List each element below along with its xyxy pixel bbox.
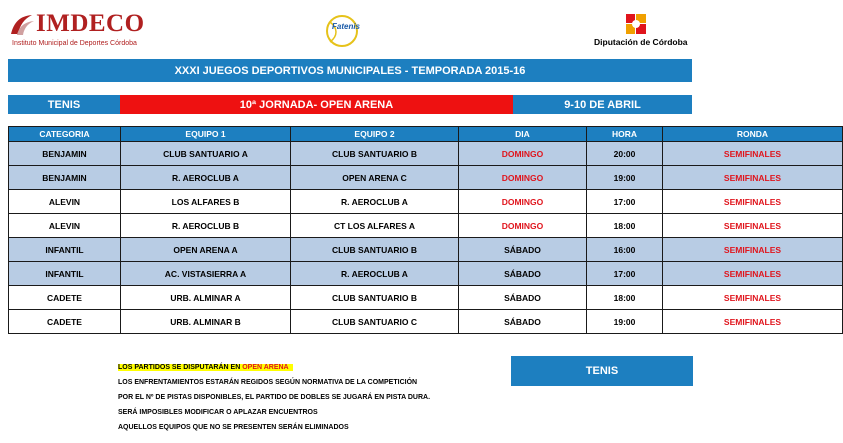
cell-equipo-1: LOS ALFARES B <box>121 190 291 214</box>
cell-categoria: BENJAMIN <box>9 166 121 190</box>
diputacion-mark-icon <box>624 12 648 36</box>
header-dia: DIA <box>459 127 587 142</box>
table-row <box>9 286 843 310</box>
table-row <box>9 190 843 214</box>
fatenis-text: Fatenis <box>332 22 361 31</box>
cell-equipo-2: R. AEROCLUB A <box>291 190 459 214</box>
fatenis-ball-icon <box>320 12 374 50</box>
cell-dia: SÁBADO <box>459 286 587 310</box>
cell-dia: DOMINGO <box>459 214 587 238</box>
note-venue-name: OPEN ARENA <box>242 364 289 371</box>
cell-categoria: CADETE <box>9 310 121 334</box>
note-venue-prefix: LOS PARTIDOS SE DISPUTARÁN EN <box>118 364 243 371</box>
cell-equipo-1: AC. VISTASIERRA A <box>121 262 291 286</box>
cell-hora: 18:00 <box>587 214 663 238</box>
diputacion-logo <box>590 12 690 52</box>
cell-ronda: SEMIFINALES <box>663 262 843 286</box>
cell-ronda: SEMIFINALES <box>663 190 843 214</box>
header-categoria: CATEGORIA <box>9 127 121 142</box>
imdeco-name: IMDECO <box>36 10 145 37</box>
cell-categoria: INFANTIL <box>9 238 121 262</box>
cell-hora: 19:00 <box>587 310 663 334</box>
header-hora: HORA <box>587 127 663 142</box>
header-ronda: RONDA <box>663 127 843 142</box>
cell-dia: DOMINGO <box>459 166 587 190</box>
cell-ronda: SEMIFINALES <box>663 142 843 166</box>
cell-equipo-1: R. AEROCLUB B <box>121 214 291 238</box>
cell-categoria: CADETE <box>9 286 121 310</box>
notes-block <box>118 360 498 435</box>
footer-sport-label: TENIS <box>511 356 693 386</box>
cell-dia: DOMINGO <box>459 190 587 214</box>
cell-equipo-1: OPEN ARENA A <box>121 238 291 262</box>
cell-dia: DOMINGO <box>459 142 587 166</box>
cell-hora: 16:00 <box>587 238 663 262</box>
cell-equipo-1: CLUB SANTUARIO A <box>121 142 291 166</box>
info-row <box>8 95 692 114</box>
jornada-label: 10ª JORNADA- OPEN ARENA <box>120 95 513 114</box>
cell-equipo-1: URB. ALMINAR A <box>121 286 291 310</box>
table-row <box>9 214 843 238</box>
cell-equipo-2: OPEN ARENA C <box>291 166 459 190</box>
note-line-no-changes: SERÁ IMPOSIBLES MODIFICAR O APLAZAR ENCUENTROS <box>118 409 318 416</box>
cell-categoria: ALEVIN <box>9 214 121 238</box>
dates-label: 9-10 DE ABRIL <box>513 95 692 114</box>
fixtures-table <box>8 126 843 334</box>
note-line-elimination: AQUELLOS EQUIPOS QUE NO SE PRESENTEN SERÁN ELIMINADOS <box>118 424 349 431</box>
fatenis-logo <box>320 12 374 50</box>
diputacion-text: Diputación de Córdoba <box>594 37 688 47</box>
cell-hora: 17:00 <box>587 190 663 214</box>
table-row <box>9 310 843 334</box>
note-venue-highlight <box>118 364 293 371</box>
cell-equipo-2: R. AEROCLUB A <box>291 262 459 286</box>
cell-ronda: SEMIFINALES <box>663 166 843 190</box>
table-header-row <box>9 127 843 142</box>
cell-hora: 20:00 <box>587 142 663 166</box>
cell-hora: 17:00 <box>587 262 663 286</box>
cell-dia: SÁBADO <box>459 238 587 262</box>
cell-hora: 18:00 <box>587 286 663 310</box>
cell-equipo-2: CT LOS ALFARES A <box>291 214 459 238</box>
table-row <box>9 238 843 262</box>
table-row <box>9 166 843 190</box>
table-row <box>9 142 843 166</box>
imdeco-logo <box>8 10 168 52</box>
cell-equipo-2: CLUB SANTUARIO B <box>291 142 459 166</box>
cell-equipo-1: R. AEROCLUB A <box>121 166 291 190</box>
cell-equipo-1: URB. ALMINAR B <box>121 310 291 334</box>
cell-dia: SÁBADO <box>459 262 587 286</box>
note-line-venue <box>118 360 498 375</box>
sport-label: TENIS <box>8 95 120 114</box>
cell-equipo-2: CLUB SANTUARIO B <box>291 286 459 310</box>
cell-ronda: SEMIFINALES <box>663 238 843 262</box>
cell-equipo-2: CLUB SANTUARIO B <box>291 238 459 262</box>
header-equipo-2: EQUIPO 2 <box>291 127 459 142</box>
cell-ronda: SEMIFINALES <box>663 310 843 334</box>
imdeco-subtitle: Instituto Municipal de Deportes Córdoba <box>12 40 137 47</box>
note-line-rules: LOS ENFRENTAMIENTOS ESTARÁN REGIDOS SEGÚN NORMATIVA DE LA COMPETICIÓN <box>118 379 418 386</box>
cell-ronda: SEMIFINALES <box>663 286 843 310</box>
cell-dia: SÁBADO <box>459 310 587 334</box>
cell-equipo-2: CLUB SANTUARIO C <box>291 310 459 334</box>
table-row <box>9 262 843 286</box>
season-banner: XXXI JUEGOS DEPORTIVOS MUNICIPALES - TEMPORADA 2015-16 <box>8 59 692 82</box>
note-line-courts: POR EL Nº DE PISTAS DISPONIBLES, EL PARTIDO DE DOBLES SE JUGARÁ EN PISTA DURA. <box>118 394 431 401</box>
cell-hora: 19:00 <box>587 166 663 190</box>
cell-ronda: SEMIFINALES <box>663 214 843 238</box>
header-equipo-1: EQUIPO 1 <box>121 127 291 142</box>
imdeco-mark-icon <box>8 12 36 38</box>
cell-categoria: BENJAMIN <box>9 142 121 166</box>
cell-categoria: ALEVIN <box>9 190 121 214</box>
cell-categoria: INFANTIL <box>9 262 121 286</box>
